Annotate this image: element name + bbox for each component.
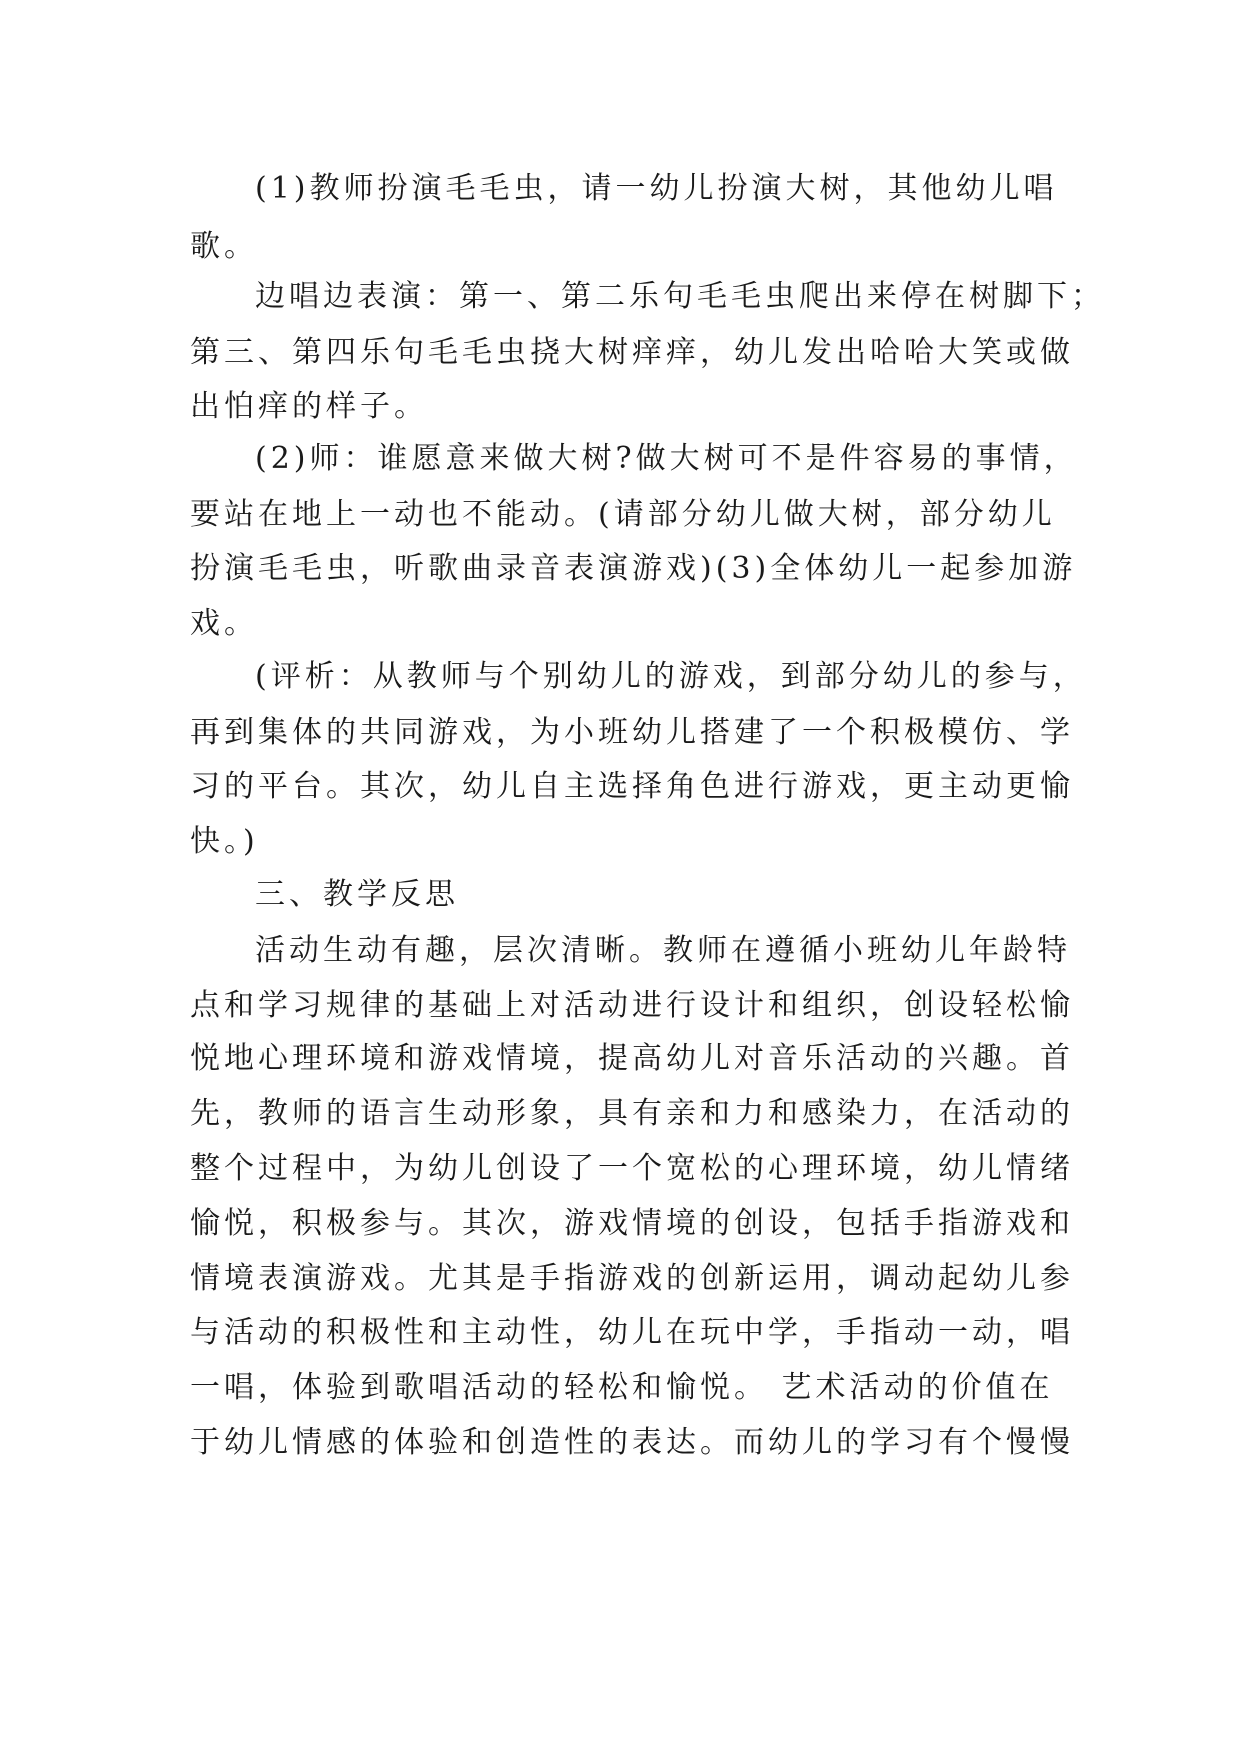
paragraph-line: 快。) — [190, 824, 259, 859]
paragraph-line: 习的平台。其次，幼儿自主选择角色进行游戏，更主动更愉 — [190, 769, 1074, 804]
paragraph-line: 边唱边表演：第一、第二乐句毛毛虫爬出来停在树脚下； — [255, 279, 1105, 314]
paragraph-line: 于幼儿情感的体验和创造性的表达。而幼儿的学习有个慢慢 — [190, 1425, 1074, 1460]
paragraph-line: 再到集体的共同游戏，为小班幼儿搭建了一个积极模仿、学 — [190, 715, 1074, 750]
paragraph-line: 戏。 — [190, 606, 258, 641]
paragraph-line: 与活动的积极性和主动性，幼儿在玩中学，手指动一动，唱 — [190, 1315, 1074, 1350]
paragraph-line: 第三、第四乐句毛毛虫挠大树痒痒，幼儿发出哈哈大笑或做 — [190, 335, 1074, 370]
paragraph-line: 活动生动有趣，层次清晰。教师在遵循小班幼儿年龄特 — [255, 933, 1071, 968]
paragraph-line: (1)教师扮演毛毛虫，请一幼儿扮演大树，其他幼儿唱 — [255, 171, 1058, 206]
paragraph-line: 要站在地上一动也不能动。(请部分幼儿做大树，部分幼儿 — [190, 497, 1056, 532]
paragraph-line: (2)师：谁愿意来做大树?做大树可不是件容易的事情， — [255, 441, 1078, 476]
paragraph-line: 悦地心理环境和游戏情境，提高幼儿对音乐活动的兴趣。首 — [190, 1041, 1074, 1076]
paragraph-line: 扮演毛毛虫，听歌曲录音表演游戏)(3)全体幼儿一起参加游 — [190, 551, 1077, 586]
paragraph-line: (评析：从教师与个别幼儿的游戏，到部分幼儿的参与， — [255, 659, 1087, 694]
paragraph-line: 歌。 — [190, 229, 258, 264]
paragraph-line: 一唱，体验到歌唱活动的轻松和愉悦。 艺术活动的价值在 — [190, 1370, 1054, 1405]
section-heading: 三、教学反思 — [255, 877, 459, 912]
paragraph-line: 情境表演游戏。尤其是手指游戏的创新运用，调动起幼儿参 — [190, 1261, 1074, 1296]
paragraph-line: 出怕痒的样子。 — [190, 389, 428, 424]
paragraph-line: 愉悦，积极参与。其次，游戏情境的创设，包括手指游戏和 — [190, 1206, 1074, 1241]
paragraph-line: 先，教师的语言生动形象，具有亲和力和感染力，在活动的 — [190, 1096, 1074, 1131]
paragraph-line: 整个过程中，为幼儿创设了一个宽松的心理环境，幼儿情绪 — [190, 1151, 1074, 1186]
paragraph-line: 点和学习规律的基础上对活动进行设计和组织，创设轻松愉 — [190, 988, 1074, 1023]
